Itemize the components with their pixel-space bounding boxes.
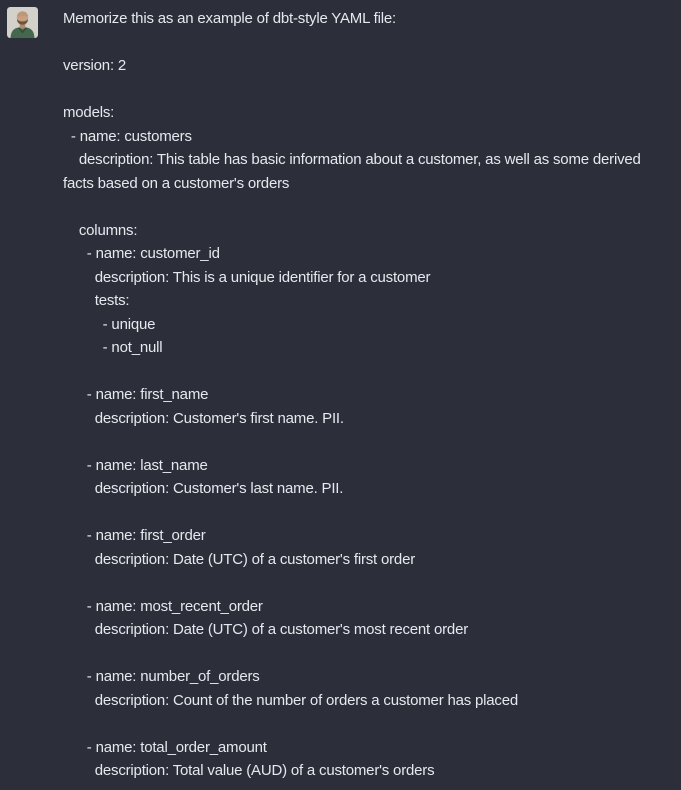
message-line: - name: number_of_orders bbox=[63, 668, 260, 685]
message-line bbox=[63, 360, 681, 384]
message-line: description: This is a unique identifier for a customer bbox=[63, 268, 431, 286]
message-line: - name: customer_id bbox=[63, 245, 220, 262]
message-line: description: Count of the number of orders a customer has placed bbox=[63, 691, 519, 709]
message-line bbox=[63, 430, 681, 454]
message-line: description: Date (UTC) of a customer's first order bbox=[63, 550, 416, 568]
message-line bbox=[63, 501, 681, 525]
message-line: facts based on a customer's orders bbox=[63, 174, 290, 192]
message-line: - name: last_name bbox=[63, 456, 208, 474]
message-line bbox=[63, 642, 681, 666]
message-content bbox=[63, 7, 681, 783]
message-line: - not_null bbox=[63, 339, 163, 356]
message-line: description: Customer's first name. PII. bbox=[63, 409, 344, 427]
message-line: models: bbox=[63, 104, 115, 121]
message-line: description: Customer's last name. PII. bbox=[63, 480, 344, 497]
message-line: version: 2 bbox=[63, 57, 127, 74]
message-line: - name: customers bbox=[63, 127, 192, 145]
message-line: - name: most_recent_order bbox=[63, 597, 263, 615]
message-line bbox=[63, 31, 681, 55]
message-line bbox=[63, 195, 681, 219]
message-line: description: Date (UTC) of a customer's most recent order bbox=[63, 621, 469, 638]
user-photo-icon bbox=[7, 7, 38, 38]
message-line bbox=[63, 571, 681, 595]
user-avatar bbox=[7, 7, 38, 38]
message-line: tests: bbox=[63, 292, 130, 309]
message-line: columns: bbox=[63, 221, 138, 239]
message-line: - name: total_order_amount bbox=[63, 738, 267, 756]
message-line: - name: first_order bbox=[63, 527, 206, 544]
message-line: description: This table has basic information about a customer, as well as some derived bbox=[63, 151, 641, 168]
message-line: description: Total value (AUD) of a customer's orders bbox=[63, 762, 435, 779]
message-line bbox=[63, 78, 681, 102]
message-line: - name: first_name bbox=[63, 386, 209, 403]
message-line: Memorize this as an example of dbt-style YAML file: bbox=[63, 10, 396, 27]
message-line: - unique bbox=[63, 315, 156, 333]
message-line bbox=[63, 712, 681, 736]
